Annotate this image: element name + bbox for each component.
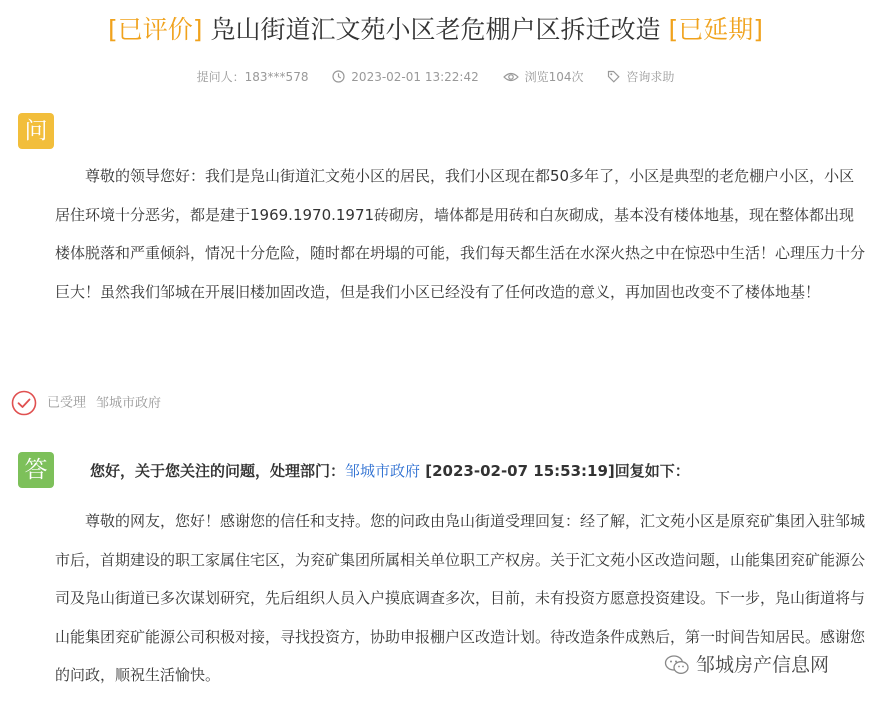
answer-body: 尊敬的网友，您好！感谢您的信任和支持。您的问政由凫山街道受理回复：经了解，汇文苑小区是原兖矿集团入驻邹城市后，首期建设的职工家属住宅区，为兖矿集团所属相关单位职工产权房。关于汇文苑小区改造问题，山能集团兖矿能源公司及凫山街道已多次谋划研究，先后组织人员入户摸底调查多次，目前，未有投资方愿意投资建设。下一步，凫山街道将与山能集团兖矿能源公司积极对接，寻找投资方，协助申报棚户区改造计划。待改造条件成熟后，第一时间告知居民。感谢您的问政，顺祝生活愉快。 xyxy=(55,512,866,684)
status-row xyxy=(11,390,161,416)
answer-badge: 答 xyxy=(18,452,54,488)
meta-bar xyxy=(0,68,871,85)
answer-head-prefix: 您好，关于您关注的问题，处理部门： xyxy=(90,462,346,480)
asker-text: 提问人：183***578 xyxy=(196,70,309,84)
wechat-icon xyxy=(664,654,690,676)
answer-header xyxy=(90,458,690,484)
tag-icon xyxy=(607,70,620,83)
page-title xyxy=(0,12,871,48)
department-link[interactable]: 邹城市政府 xyxy=(345,462,421,480)
category-info xyxy=(607,68,674,85)
datetime-text: 2023-02-01 13:22:42 xyxy=(351,69,479,84)
extended-tag: [已延期] xyxy=(668,15,763,44)
watermark xyxy=(664,650,829,680)
category-text: 咨询求助 xyxy=(626,70,675,84)
eye-icon xyxy=(503,71,519,83)
datetime-info xyxy=(332,70,478,84)
asker-info xyxy=(197,68,309,85)
question-body: 尊敬的领导您好：我们是凫山街道汇文苑小区的居民，我们小区现在都50多年了，小区是典型的老危棚户小区，小区居住环境十分恶劣，都是建于1969.1970.1971砖砌房，墙体都是用砖和白灰砌成，基本没有楼体地基，现在整体都出现楼体脱落和严重倾斜，情况十分危险，随时都在坍塌的可能，我们每天都生活在水深火热之中在惊恐中生活！心理压力十分巨大！虽然我们邹城在开展旧楼加固改造，但是我们小区已经没有了任何改造的意义，再加固也改变不了楼体地基！ xyxy=(55,167,866,301)
status-text: 已受理 xyxy=(47,395,87,411)
clock-icon xyxy=(332,70,345,83)
watermark-text: 邹城房产信息网 xyxy=(696,654,830,676)
views-info xyxy=(503,68,584,85)
views-text: 浏览104次 xyxy=(524,70,584,84)
check-circle-icon xyxy=(11,390,37,416)
rated-tag: [已评价] xyxy=(108,15,203,44)
question-badge: 问 xyxy=(18,113,54,149)
answer-head-suffix: [2023-02-07 15:53:19]回复如下： xyxy=(420,462,690,480)
title-text: 凫山街道汇文苑小区老危棚户区拆迁改造 xyxy=(202,15,669,44)
status-department: 邹城市政府 xyxy=(96,395,162,411)
